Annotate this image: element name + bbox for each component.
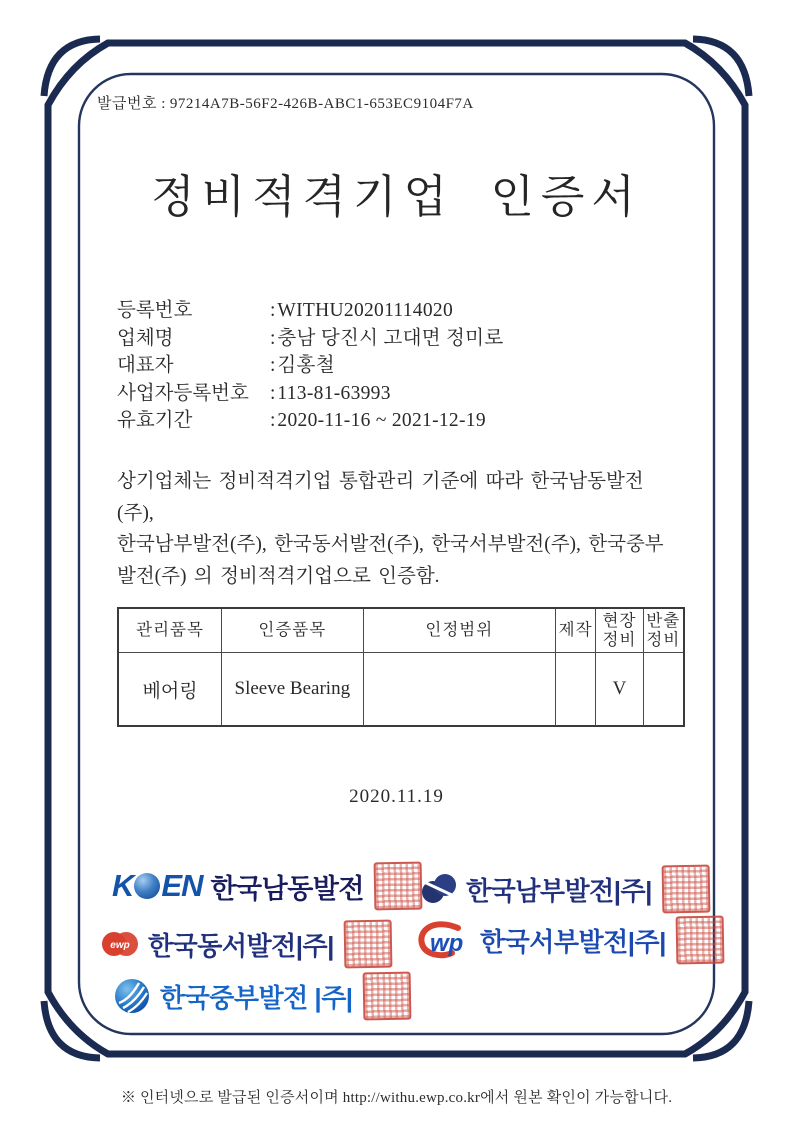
logo-ewp-dongseo (100, 920, 392, 968)
field-label: 업체명 (117, 327, 174, 349)
company-name: 한국남부발전|주| (466, 875, 652, 906)
field-label: 대표자 (117, 355, 174, 376)
red-seal-stamp (675, 916, 724, 965)
field-separator: : (270, 382, 276, 404)
header-manufacture: 제작 (556, 608, 596, 653)
cell-certified-item: Sleeve Bearing (222, 653, 364, 727)
field-value: 김홍철 (277, 355, 335, 376)
cell-onsite-maintenance: V (596, 653, 644, 727)
logo-koen-namdong (112, 862, 422, 910)
logo-komipo-jungbu (112, 972, 411, 1020)
field-label: 사업자등록번호 (117, 382, 249, 404)
kowepo-logo-icon (414, 920, 472, 960)
issue-number-value: 97214A7B-56F2-426B-ABC1-653EC9104F7A (169, 96, 474, 112)
kowepo-wp-text: wp (430, 930, 464, 957)
certification-statement (117, 466, 695, 592)
field-validity-period (117, 407, 503, 435)
field-separator: : (270, 355, 276, 376)
field-value: 113-81-63993 (277, 382, 391, 404)
header-offsite-maintenance: 반출 정비 (643, 608, 684, 653)
field-label: 등록번호 (117, 300, 193, 321)
header-onsite-maintenance: 현장 정비 (596, 608, 644, 653)
red-seal-stamp (374, 862, 423, 911)
red-seal-stamp (362, 972, 411, 1021)
statement-line: 발전(주) 의 정비적격기업으로 인증함. (117, 565, 440, 587)
field-separator: : (270, 327, 276, 349)
field-separator: : (270, 410, 276, 431)
field-business-number (117, 380, 503, 408)
statement-line: 한국남부발전(주), 한국동서발전(주), 한국서부발전(주), 한국중부 (117, 534, 664, 555)
field-representative (117, 352, 503, 380)
header-certified-item: 인증품목 (222, 608, 364, 653)
logo-kospo-nambu (420, 865, 710, 913)
field-registration-number (117, 297, 503, 325)
statement-line: 상기업체는 정비적격기업 통합관리 기준에 따라 한국남동발전 (117, 471, 644, 492)
cell-offsite-maintenance (643, 653, 684, 727)
cell-manufacture (556, 653, 596, 727)
cell-managed-item: 베어링 (118, 653, 222, 727)
field-company-name (117, 325, 503, 353)
ewp-icon-text: ewp (110, 940, 130, 951)
field-value: 충남 당진시 고대면 정미로 (277, 327, 504, 349)
field-value: 2020-11-16 ~ 2021-12-19 (277, 410, 486, 431)
red-seal-stamp (661, 865, 710, 914)
table-header-row (118, 608, 684, 653)
certified-items-table (117, 607, 685, 727)
issue-date: 2020.11.19 (349, 786, 444, 807)
statement-line: (주), (117, 502, 154, 524)
certificate-title: 정비적격기업 인증서 (151, 172, 642, 222)
footer-note: ※ 인터넷으로 발급된 인증서이며 http://withu.ewp.co.kr에서 원본 확인이 가능합니다. (120, 1090, 673, 1106)
field-label: 유효기간 (117, 410, 193, 431)
field-separator: : (270, 300, 276, 321)
ewp-logo-icon (100, 929, 140, 959)
registration-fields (117, 297, 503, 435)
company-name: 한국동서발전|주| (148, 930, 334, 961)
field-value: WITHU20201114020 (277, 300, 453, 321)
company-name: 한국남동발전 (210, 873, 364, 904)
company-name: 한국서부발전|주| (480, 926, 666, 957)
table-row (118, 653, 684, 727)
logo-kowepo-seobu (414, 916, 724, 964)
issue-number-label: 발급번호 : (97, 96, 166, 112)
issue-number-line (97, 92, 474, 113)
kospo-logo-icon (420, 873, 458, 905)
komipo-logo-icon (112, 976, 152, 1016)
header-managed-item: 관리품목 (118, 608, 222, 653)
company-name: 한국중부발전 |주| (160, 982, 353, 1013)
red-seal-stamp (343, 920, 392, 969)
koen-letter-k: K (112, 868, 134, 903)
koen-sphere-icon (134, 873, 160, 899)
koen-letters-en: EN (161, 868, 203, 903)
cell-accredited-scope (363, 653, 555, 727)
header-accredited-scope: 인정범위 (363, 608, 555, 653)
koen-logo-icon (112, 868, 202, 904)
